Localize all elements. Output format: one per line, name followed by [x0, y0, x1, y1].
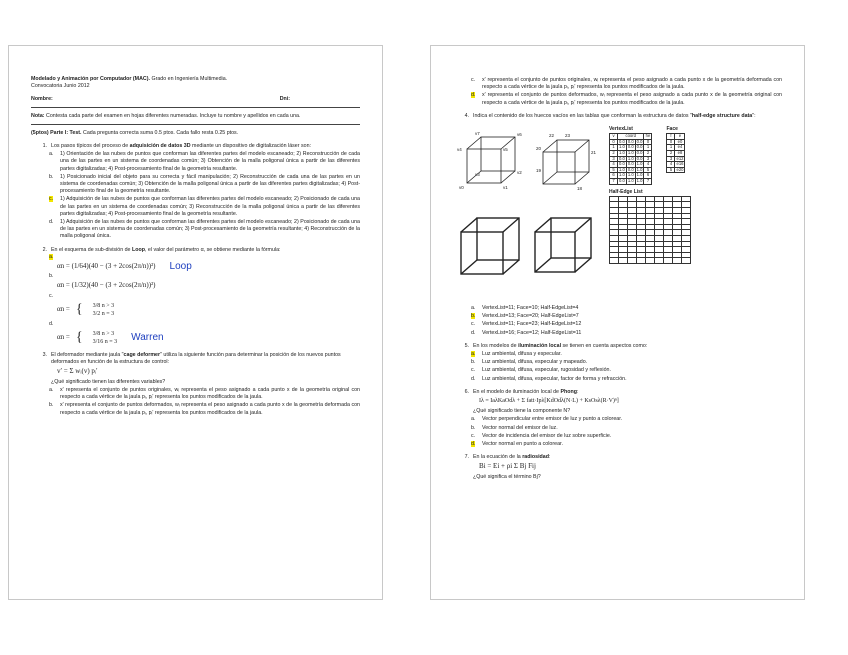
cage-formula: v′ = Σ wᵢ(v) pᵢ′ [57, 367, 98, 376]
option-text: Luz ambiental, difusa y especular. [482, 351, 562, 358]
formula-text: αn = (1/32)(40 − (3 + 2cos(2π/n))²) [57, 281, 156, 290]
question-text: ": [752, 112, 756, 119]
table-cell: 0 [644, 139, 652, 145]
table-header-cell: v [610, 134, 618, 140]
cube-label: v6 [517, 132, 522, 138]
table-cell: 4 [610, 162, 618, 168]
answer-option [471, 305, 782, 312]
table-cell: 1.0 [619, 150, 625, 155]
exam-note [31, 113, 360, 120]
table-cell [673, 258, 682, 264]
question-keyword: iluminación local [518, 342, 562, 349]
question-text: " utiliza la siguiente función para determinar la posición de los nuevos puntos deformados en función de la estructura de control: [51, 352, 341, 366]
halfedge-table [609, 196, 691, 264]
cube-label: v2 [517, 170, 522, 176]
option-text: Vector normal del emisor de luz. [482, 424, 558, 431]
exam-header [31, 76, 360, 90]
table-cell: 1 [644, 145, 652, 151]
table-cell: 0.0 [619, 161, 625, 167]
option-letter: d. [471, 329, 476, 336]
question-2 [31, 247, 360, 254]
name-label: Nombre: [31, 96, 53, 103]
table-header-cell: coord [618, 134, 644, 140]
table-cell: e20 [676, 166, 684, 172]
formula-b [57, 282, 360, 289]
half-edge-figure [453, 124, 782, 304]
question-6 [453, 389, 782, 396]
question-text: , el valor del parámetro α, se obtiene mediante la fórmula: [144, 246, 281, 253]
answer-option-selected [471, 441, 782, 448]
cube-label: v4 [457, 147, 462, 153]
question-3 [31, 352, 360, 366]
table-cell: 1.0 [619, 144, 625, 150]
table-header-cell: e [675, 134, 685, 140]
table-cell: 1 [667, 145, 675, 151]
option-text: VertexList=11; Face=23; Half-EdgeList=12 [482, 321, 582, 328]
question-text: Indica el contenido de los huecos vacíos en las tablas que conforman la estructura de datos " [473, 112, 692, 119]
option-letter: b. [471, 359, 476, 366]
option-letter: b. [49, 173, 54, 180]
answer-option [471, 433, 782, 440]
option-text: VertexList=13; Face=20; Half-EdgeList=7 [482, 313, 579, 320]
question-keyword: Phong [560, 388, 577, 395]
cube2-label: 22 [549, 133, 555, 139]
cube2-label: 19 [536, 168, 542, 174]
option-text: Vector normal en punto a colorear. [482, 441, 563, 448]
question-text: : [548, 454, 551, 461]
table-cell: 1 [610, 145, 618, 151]
table-cell: 2 [644, 151, 652, 157]
option-letter: c. [49, 292, 54, 299]
question-number: 2. [42, 246, 47, 253]
formula-options [49, 254, 360, 346]
question-keyword: Loop [131, 246, 145, 253]
option-letter-highlighted: d. [471, 441, 476, 448]
answer-option [471, 77, 782, 91]
option-letter: b. [49, 402, 54, 409]
table-cell: 4 [644, 162, 652, 168]
table-cell: 1.0 [627, 177, 634, 183]
option-letter-highlighted: c. [49, 196, 54, 203]
option-text: VertexList=16; Face=12; Half-EdgeList=11 [482, 329, 582, 336]
cube-label: v3 [475, 172, 480, 178]
formula-text: αn = (1/64)(40 − (3 + 2cos(2π/n))²) [57, 262, 156, 271]
question-number: 4. [464, 112, 469, 119]
question-text: En el modelo de iluminación local de [473, 388, 561, 395]
table-cell: e0 [675, 139, 685, 145]
table-cell: 0.0 [627, 138, 634, 144]
question-keyword: adquisición de datos 3D [129, 143, 191, 150]
cube2-label: 18 [577, 186, 583, 192]
table-header-cell: f [667, 134, 675, 140]
halfedge-table-title: Half-Edge List [609, 188, 643, 195]
table-cell [682, 258, 691, 264]
table-cell: 1.0 [627, 150, 634, 155]
table-cell [610, 258, 619, 264]
cube-drawings [453, 124, 603, 304]
table-cell: 5 [667, 167, 675, 173]
question-number: 3. [42, 352, 47, 359]
table-cell: 0.0 [619, 155, 625, 161]
option-text: Luz ambiental, difusa, especular, factor de forma y refracción. [482, 375, 627, 382]
table-row [610, 178, 652, 184]
answer-option [49, 174, 360, 196]
table-cell: 0.0 [636, 155, 643, 161]
cube-diagrams [453, 124, 603, 304]
answer-option [471, 330, 782, 337]
option-text: Luz ambiental, difusa, especular y mapeado. [482, 359, 588, 366]
option-text: Vector de incidencia del emisor de luz sobre superficie. [482, 432, 612, 439]
option-letter-highlighted: b. [471, 313, 476, 320]
table-cell [628, 258, 637, 264]
table-cell: 1.0 [636, 172, 643, 178]
table-cell [655, 258, 664, 264]
question-text: Los pasos típicos del proceso de [51, 143, 130, 150]
option-text: 1) Posicionado inicial del objeto para su correcta y fácil manipulación; 2) Reconstrucción de cada una de las partes en un sistema de coordenadas común; 3) Obtención de la malla poligonal única a partir de las diferentes partes digitalizadas; 4) Post-procesamiento final de la geometría resultante. [60, 173, 360, 195]
question-number: 1. [42, 143, 47, 150]
formula-d: αn = { 3/8 n > 3 3/16 n = 3 Warren [57, 330, 164, 346]
option-text: 1) Adquisición de las nubes de puntos que conforman las diferentes partes del modelo escaneado; 2) Posicionado de cada una de las partes en un sistema de coordenadas común; 3) Post-procesamiento de la geometría resultante; 4) Reconstrucción de la malla poligonal única. [60, 219, 360, 240]
cube2-front [543, 152, 575, 184]
table-cell: 0.0 [619, 138, 625, 144]
option-text: Vector perpendicular entre emisor de luz y punto a colorear. [482, 416, 623, 423]
table-cell: e16 [676, 161, 684, 167]
answer-option [471, 321, 782, 328]
question-keyword: radiosidad [522, 454, 549, 461]
exam-page-2 [430, 45, 805, 600]
part-title: (5ptos) Parte I: Test. [31, 129, 82, 136]
cube-label: v1 [503, 185, 508, 191]
note-text: Contesta cada parte del examen en hojas diferentes numeradas. Incluye tu nombre y apellidos en cada una. [44, 112, 301, 119]
cube2-label: 21 [591, 150, 597, 156]
question-7 [453, 454, 782, 461]
data-tables [609, 124, 691, 304]
face-table [666, 133, 685, 173]
question-text: mediante un dispositivo de digitalización láser son: [190, 143, 311, 150]
option-text: x' representa el conjunto de puntos originales, wᵢ representa el peso asignado a cada punto x de la geometría original con respecto a cada vértice de la jaula pᵢ, pᵢ' representa los puntos modificados de la jaula. [60, 386, 360, 401]
answer-option [49, 387, 360, 401]
formula-c: αn = { 3/8 n > 3 3/2 n = 3 [57, 302, 115, 318]
table-cell: 0 [610, 139, 618, 145]
table-cell: 1.0 [636, 161, 643, 167]
question-text: El deformador mediante jaula " [51, 352, 124, 359]
option-text: x' representa el conjunto de puntos deformados, wᵢ representa el peso asignado a cada punto x de la geometría deformada con respecto a cada vértice de la jaula pᵢ, pᵢ' representa los puntos modificados de la jaula. [60, 402, 360, 416]
question-text: En la ecuación de la [473, 454, 523, 461]
table-cell: 2 [610, 151, 618, 157]
cube-face-front [467, 149, 501, 183]
option-letter: d. [49, 320, 54, 327]
warren-annotation: Warren [131, 332, 164, 344]
table-cell: 0.0 [627, 161, 634, 167]
question-keyword: cage deformer [123, 352, 161, 359]
answer-option-selected [49, 196, 360, 218]
table-header-cell: he [645, 133, 651, 139]
table-cell: 0.0 [627, 144, 634, 150]
table-row [610, 258, 691, 264]
degree-title: Grado en Ingeniería Multimedia. [149, 76, 228, 82]
table-cell: 2 [667, 151, 675, 157]
dni-label: Dni: [279, 96, 290, 103]
table-cell: 0.0 [636, 150, 643, 155]
question-subtext: ¿Qué significado tiene la componente N? [473, 408, 571, 415]
option-letter-highlighted: a. [471, 351, 476, 358]
table-cell: 1.0 [619, 166, 625, 172]
option-text: Luz ambiental, difusa, especular, rugosidad y reflexión. [482, 367, 611, 374]
option-letter: c. [471, 367, 476, 374]
name-row [31, 96, 360, 107]
option-letter: c. [471, 77, 476, 83]
cube2-label: 20 [536, 146, 542, 152]
table-cell: 1.0 [636, 177, 643, 183]
option-letter: a. [49, 151, 54, 158]
piece-bottom: 3/16 n = 3 [92, 339, 118, 346]
table-cell: 5 [644, 167, 652, 173]
table-cell: e4 [675, 145, 685, 151]
question-number: 7. [464, 454, 469, 461]
question-subtext: ¿Qué significa el término Bj? [473, 473, 541, 480]
option-letter: b. [49, 273, 54, 280]
question-number: 5. [464, 342, 469, 349]
cube-face-back [481, 137, 515, 171]
question-text: En el esquema de sub-división de [51, 246, 132, 253]
answer-option-selected [471, 351, 782, 358]
question-keyword: half-edge structure data [691, 112, 753, 119]
table-cell: 0.0 [636, 144, 643, 150]
table-cell: 1.0 [636, 166, 643, 172]
option-letter: b. [471, 424, 476, 431]
table-cell [637, 258, 646, 264]
part-text: Cada pregunta correcta suma 0.5 ptos. Cada fallo resta 0.25 ptos. [81, 129, 239, 136]
table-cell: 1.0 [619, 172, 625, 178]
table-cell: 0.0 [627, 166, 634, 172]
option-letter-highlighted: a. [49, 253, 54, 260]
cube2-label: 23 [565, 133, 571, 139]
table-cell: 0.0 [619, 177, 625, 183]
option-letter: d. [49, 219, 54, 226]
phong-formula: Iλ = IaλKaOdλ + Σ fatt·Ipλ[KdOdλ(N·L) + KsOsλ(R·V)ⁿ] [479, 398, 619, 405]
table-cell: 5 [610, 167, 618, 173]
answer-option [471, 425, 782, 432]
table-cell: 4 [667, 162, 675, 168]
answer-option [49, 219, 360, 241]
table-cell: 3 [644, 156, 652, 162]
loop-annotation: Loop [169, 261, 192, 273]
answer-option [471, 376, 782, 383]
radiosity-formula: Bi = Ei + ρi Σ Bj Fij [479, 462, 536, 471]
piece-top: 3/8 n > 3 [92, 331, 115, 338]
option-letter: a. [49, 386, 54, 393]
option-text: VertexList=11; Face=10; Half-EdgeList=4 [482, 305, 579, 312]
option-letter: c. [471, 432, 476, 439]
table-cell: 3 [610, 156, 618, 162]
answer-option [471, 416, 782, 423]
answer-option [49, 151, 360, 173]
option-letter: a. [471, 305, 476, 312]
table-cell: 3 [667, 156, 675, 162]
table-cell [646, 258, 655, 264]
table-cell: 7 [610, 178, 618, 184]
option-letter: d. [471, 375, 476, 382]
table-row [667, 167, 685, 173]
cube2-back [557, 140, 589, 172]
face-table-title: Face [666, 126, 678, 133]
question-5 [453, 343, 782, 350]
table-cell: 0 [667, 139, 675, 145]
table-cell: e8 [675, 151, 685, 157]
question-1 [31, 143, 360, 150]
option-text: 1) Orientación de las nubes de puntos que conforman las diferentes partes del modelo escaneado; 2) Reconstrucción de cada una de las partes en un sistema de coordenadas común; 3) Obtención de la malla poligonal única a partir de las diferentes partes digitalizadas; 4) Post-procesamiento final de la geometría resultante. [60, 151, 360, 172]
table-cell: 0.0 [636, 138, 643, 144]
table-cell [664, 258, 673, 264]
option-letter-highlighted: d. [471, 92, 476, 99]
option-letter: c. [471, 321, 476, 328]
note-label: Nota: [31, 112, 45, 119]
question-number: 6. [464, 388, 469, 395]
cube-label: v7 [475, 131, 480, 137]
table-cell [619, 258, 628, 264]
table-cell: 7 [644, 178, 652, 184]
cube-label: v5 [503, 147, 508, 153]
part-heading [31, 130, 360, 137]
option-letter: a. [471, 416, 476, 423]
question-text: se tienen en cuenta aspectos como: [561, 342, 648, 349]
table-cell: 6 [610, 173, 618, 179]
answer-option-selected [471, 313, 782, 320]
option-text: x' representa el conjunto de puntos deformados, wᵢ representa el peso asignado a cada punto x de la geometría original con respecto a cada vértice de la jaula pᵢ, pᵢ' representa los puntos modificados de la jaula. [482, 92, 782, 106]
piece-bottom: 3/2 n = 3 [92, 310, 115, 317]
piece-top: 3/8 n > 3 [92, 302, 115, 309]
table-cell: 1.0 [627, 155, 634, 161]
table-cell: 6 [644, 173, 652, 179]
course-title: Modelado y Animación por Computador (MAC). [31, 76, 150, 82]
vertex-table [609, 133, 652, 184]
question-text: : [576, 388, 579, 395]
cube-label: v0 [459, 185, 464, 191]
table-cell: e12 [676, 155, 684, 161]
answer-option [49, 402, 360, 416]
answer-option [471, 359, 782, 366]
option-text: x' representa el conjunto de puntos originales, wᵢ representa el peso asignado a cada punto x de la geometría deformada con respecto a cada vértice de la jaula pᵢ, pᵢ' representa los puntos modificados de la jaula. [482, 77, 782, 91]
exam-session: Convocatoria Junio 2012 [31, 83, 90, 90]
option-text: 1) Adquisición de las nubes de puntos que conforman las diferentes partes del modelo escaneado; 2) Posicionado de cada una de las partes en un sistema de coordenadas común; 3) Reconstrucción de la malla poligonal única a partir de las diferentes partes digitalizadas; 4) Post-procesamiento final de la geometría resultante. [60, 196, 360, 217]
answer-option [471, 367, 782, 374]
question-subtext: ¿Qué significado tienen las diferentes variables? [51, 378, 166, 385]
exam-page-1 [8, 45, 383, 600]
question-4 [453, 113, 782, 120]
vertex-table-title: VertexList [609, 126, 633, 133]
formula-a [57, 261, 360, 273]
table-cell: 1.0 [627, 172, 634, 178]
answer-option-selected [471, 92, 782, 106]
question-text: En los modelos de [473, 342, 519, 349]
